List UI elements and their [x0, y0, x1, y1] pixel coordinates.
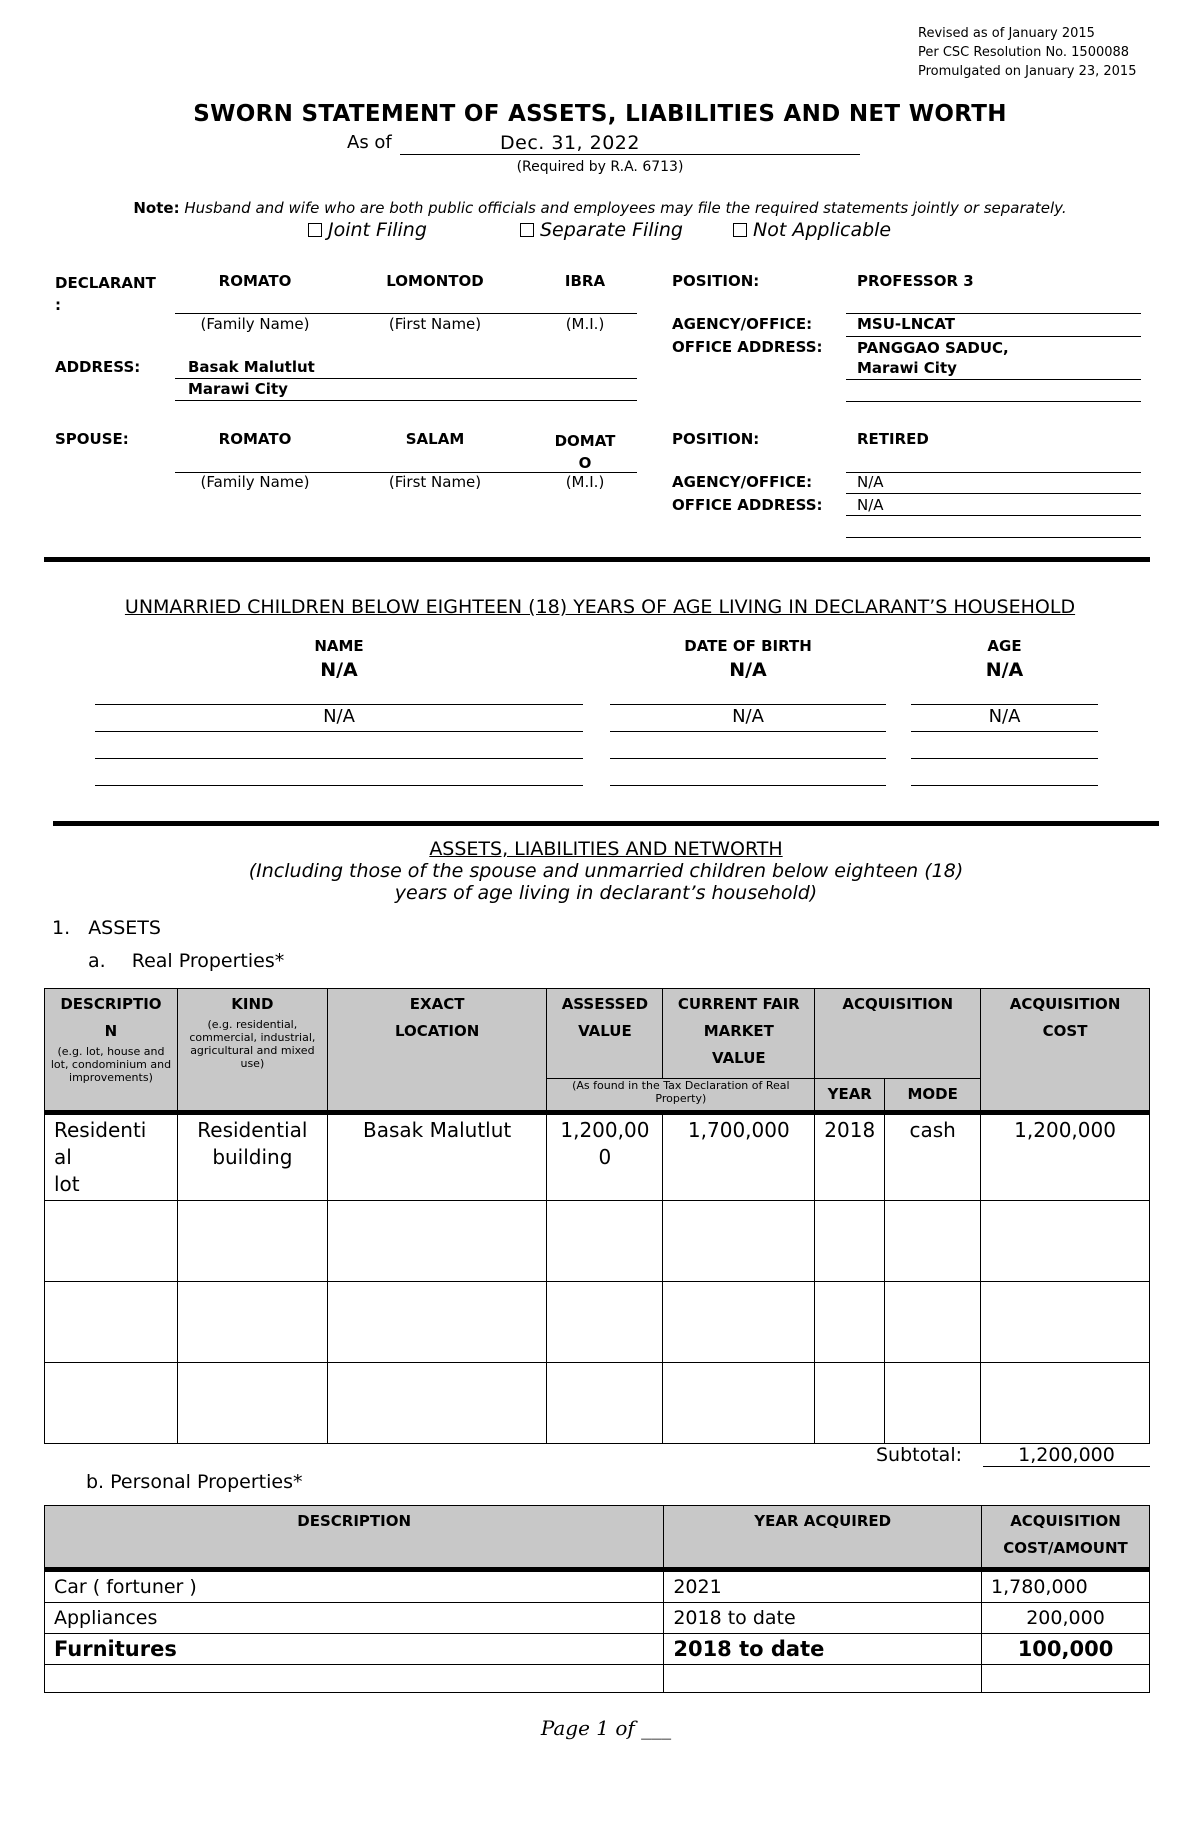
th-desc-note: (e.g. lot, house and lot, condominium and improvements) — [50, 1045, 172, 1084]
real-letter: a. — [88, 950, 106, 972]
cell-description[interactable] — [45, 1113, 178, 1201]
th-mode — [885, 1079, 981, 1113]
as-of-date[interactable]: Dec. 31, 2022 — [400, 132, 860, 155]
personal-cost-3[interactable]: 100,000 — [982, 1634, 1150, 1665]
section-divider-1 — [44, 557, 1150, 562]
declarant-mi[interactable]: IBRA — [564, 272, 606, 290]
declarant-name-line — [175, 313, 637, 314]
th-assessed-value — [547, 989, 663, 1079]
section-divider-2 — [53, 821, 1159, 826]
table-row — [45, 1634, 1150, 1665]
cell-mode[interactable]: cash — [885, 1113, 981, 1201]
empty-cell[interactable] — [663, 1363, 815, 1444]
kind-line-2: building — [212, 1145, 293, 1169]
spouse-position-label: POSITION: — [672, 430, 760, 448]
desc-line-2: al — [54, 1145, 72, 1169]
as-of-label: As of — [347, 132, 392, 153]
empty-cell[interactable] — [327, 1201, 547, 1282]
child-line-4-age — [911, 785, 1098, 786]
table-row — [45, 1570, 1150, 1603]
child-1-age[interactable]: N/A — [985, 659, 1024, 681]
th-fmv-3: VALUE — [711, 1049, 766, 1067]
assets-heading — [52, 917, 161, 939]
child-line-4-name — [95, 785, 583, 786]
spouse-agency-label: AGENCY/OFFICE: — [672, 473, 813, 491]
spouse-first-name[interactable]: SALAM — [405, 430, 465, 448]
personal-desc-3[interactable]: Furnitures — [45, 1634, 664, 1665]
spouse-mi[interactable] — [540, 430, 630, 474]
spouse-caption-mi: (M.I.) — [565, 473, 605, 491]
empty-cell[interactable] — [664, 1665, 982, 1693]
empty-cell[interactable] — [177, 1201, 327, 1282]
th-cost-1: ACQUISITION — [1009, 995, 1121, 1013]
real-properties-heading — [88, 950, 284, 972]
cell-fair-market-value[interactable]: 1,700,000 — [663, 1113, 815, 1201]
child-2-age[interactable]: N/A — [988, 706, 1021, 727]
empty-cell[interactable] — [981, 1201, 1150, 1282]
spouse-agency[interactable]: N/A — [857, 473, 884, 491]
spouse-position-line — [846, 472, 1141, 473]
office-address-line-a — [846, 379, 1141, 380]
declarant-office-address[interactable] — [857, 338, 1009, 378]
th-fair-market-value — [663, 989, 815, 1079]
empty-cell[interactable] — [981, 1282, 1150, 1363]
desc-line-3: lot — [54, 1172, 80, 1196]
declarant-address-label: ADDRESS: — [55, 358, 141, 376]
th-description — [45, 989, 178, 1113]
assessed-line-1: 1,200,00 — [560, 1118, 650, 1142]
option-separate-filing[interactable] — [520, 219, 683, 241]
empty-cell[interactable] — [547, 1282, 663, 1363]
empty-cell[interactable] — [177, 1282, 327, 1363]
document-title: SWORN STATEMENT OF ASSETS, LIABILITIES AND NET WORTH — [193, 101, 1007, 127]
alnw-title: ASSETS, LIABILITIES AND NETWORTH — [429, 838, 783, 860]
required-note: (Required by R.A. 6713) — [516, 159, 684, 175]
empty-cell[interactable] — [547, 1201, 663, 1282]
child-line-1-dob — [610, 704, 886, 705]
table-row — [45, 1363, 1150, 1444]
th-year-text: YEAR — [827, 1085, 872, 1103]
th-tax-note-text: (As found in the Tax Declaration of Real Property) — [572, 1079, 790, 1105]
child-line-2-dob — [610, 731, 886, 732]
th-cost-2: COST — [1042, 1022, 1088, 1040]
office-address-line-1: PANGGAO SADUC, — [857, 339, 1009, 357]
as-of-row — [347, 132, 392, 153]
caption-family-name: (Family Name) — [200, 315, 310, 333]
empty-cell[interactable] — [327, 1282, 547, 1363]
child-1-name[interactable]: N/A — [320, 659, 358, 681]
table-row — [45, 1113, 1150, 1201]
table-row — [45, 1665, 1150, 1693]
office-address-line-b — [846, 401, 1141, 402]
declarant-office-address-label: OFFICE ADDRESS: — [672, 338, 823, 356]
revision-line-3: Promulgated on January 23, 2015 — [918, 64, 1137, 79]
child-line-1-age — [911, 704, 1098, 705]
declarant-agency-line — [846, 336, 1141, 337]
table-row — [45, 1282, 1150, 1363]
th-desc-text-1: DESCRIPTIO — [60, 995, 162, 1013]
personal-cost-1[interactable]: 1,780,000 — [982, 1570, 1150, 1603]
personal-cost-2[interactable]: 200,000 — [982, 1603, 1150, 1634]
checkbox-icon[interactable] — [520, 223, 534, 237]
th-location — [327, 989, 547, 1113]
note-label: Note: — [133, 199, 180, 217]
empty-cell[interactable] — [981, 1363, 1150, 1444]
children-col-dob: DATE OF BIRTH — [684, 637, 812, 655]
empty-cell[interactable] — [885, 1201, 981, 1282]
caption-first-name: (First Name) — [388, 315, 482, 333]
th-assessed-2: VALUE — [578, 1022, 632, 1040]
personal-year-3[interactable]: 2018 to date — [664, 1634, 982, 1665]
th-personal-year — [664, 1506, 982, 1570]
real-label: Real Properties* — [131, 950, 285, 972]
spouse-office-address-label: OFFICE ADDRESS: — [672, 496, 823, 514]
spouse-mi-line-1: DOMAT — [554, 432, 616, 450]
table-row — [45, 1603, 1150, 1634]
personal-desc-2[interactable]: Appliances — [45, 1603, 664, 1634]
th-personal-cost-1: ACQUISITION — [1010, 1512, 1121, 1530]
th-acq-text: ACQUISITION — [842, 995, 953, 1013]
alnw-subtitle-1: (Including those of the spouse and unmarried children below eighteen (18) — [248, 860, 964, 882]
assets-number: 1. — [52, 917, 71, 939]
th-personal-desc-text: DESCRIPTION — [297, 1512, 412, 1530]
subtotal-label: Subtotal: — [876, 1444, 963, 1466]
th-mode-text: MODE — [907, 1085, 958, 1103]
declarant-address-1[interactable]: Basak Malutlut — [188, 358, 315, 376]
cell-kind[interactable] — [177, 1113, 327, 1201]
child-line-3-age — [911, 758, 1098, 759]
child-line-3-dob — [610, 758, 886, 759]
option-label: Not Applicable — [753, 219, 892, 241]
revision-line-1: Revised as of January 2015 — [918, 26, 1095, 41]
option-label: Separate Filing — [540, 219, 683, 241]
th-fmv-2: MARKET — [703, 1022, 774, 1040]
spouse-office-line-a — [846, 515, 1141, 516]
declarant-label — [55, 272, 156, 316]
alnw-subtitle-2: years of age living in declarant’s household) — [394, 882, 818, 904]
declarant-position[interactable]: PROFESSOR 3 — [857, 272, 974, 290]
empty-cell[interactable] — [663, 1201, 815, 1282]
personal-year-2[interactable]: 2018 to date — [664, 1603, 982, 1634]
revision-line-2: Per CSC Resolution No. 1500088 — [918, 45, 1130, 60]
empty-cell[interactable] — [177, 1363, 327, 1444]
th-kind — [177, 989, 327, 1113]
note-text: Husband and wife who are both public officials and employees may file the required statements jointly or separately. — [184, 199, 1067, 217]
spouse-caption-first-name: (First Name) — [388, 473, 482, 491]
th-kind-note: (e.g. residential, commercial, industrial, agricultural and mixed use) — [189, 1018, 316, 1070]
th-year — [815, 1079, 885, 1113]
spouse-office-line-b — [846, 537, 1141, 538]
empty-cell[interactable] — [45, 1282, 178, 1363]
empty-cell[interactable] — [45, 1201, 178, 1282]
child-line-2-name — [95, 731, 583, 732]
th-personal-cost-2: COST/AMOUNT — [1003, 1539, 1128, 1557]
declarant-first-name[interactable]: LOMONTOD — [386, 272, 484, 290]
option-label: Joint Filing — [328, 219, 427, 241]
th-personal-year-text: YEAR ACQUIRED — [754, 1512, 892, 1530]
empty-cell[interactable] — [327, 1363, 547, 1444]
spouse-mi-line-2: O — [578, 454, 592, 472]
office-address-line-2: Marawi City — [857, 359, 957, 377]
cell-year[interactable]: 2018 — [815, 1113, 885, 1201]
spouse-office-address[interactable]: N/A — [857, 496, 884, 514]
th-fmv-1: CURRENT FAIR — [677, 995, 800, 1013]
th-acquisition — [815, 989, 981, 1079]
desc-line-1: Residenti — [54, 1118, 147, 1142]
empty-cell[interactable] — [815, 1363, 885, 1444]
declarant-position-line — [846, 313, 1141, 314]
empty-cell[interactable] — [663, 1282, 815, 1363]
declarant-address-2[interactable]: Marawi City — [188, 380, 288, 398]
personal-year-1[interactable]: 2021 — [664, 1570, 982, 1603]
spouse-agency-line — [846, 493, 1141, 494]
address-line-2 — [175, 400, 637, 401]
declarant-agency[interactable]: MSU-LNCAT — [857, 315, 955, 333]
empty-cell[interactable] — [547, 1363, 663, 1444]
empty-cell[interactable] — [45, 1363, 178, 1444]
option-joint-filing[interactable] — [308, 219, 427, 241]
children-title: UNMARRIED CHILDREN BELOW EIGHTEEN (18) YEARS OF AGE LIVING IN DECLARANT’S HOUSEHOLD — [124, 596, 1076, 618]
declarant-label-text: DECLARANT — [55, 274, 156, 292]
option-not-applicable[interactable] — [733, 219, 891, 241]
personal-desc-1[interactable]: Car ( fortuner ) — [45, 1570, 664, 1603]
spouse-position[interactable]: RETIRED — [857, 430, 929, 448]
caption-mi: (M.I.) — [565, 315, 605, 333]
empty-cell[interactable] — [982, 1665, 1150, 1693]
declarant-position-label: POSITION: — [672, 272, 760, 290]
cell-acquisition-cost[interactable]: 1,200,000 — [981, 1113, 1150, 1201]
subtotal-value[interactable]: 1,200,000 — [983, 1444, 1150, 1467]
checkbox-icon[interactable] — [733, 223, 747, 237]
child-2-name[interactable]: N/A — [323, 706, 355, 727]
spouse-family-name[interactable]: ROMATO — [218, 430, 292, 448]
filing-note — [0, 199, 1200, 217]
empty-cell[interactable] — [885, 1363, 981, 1444]
th-personal-cost — [982, 1506, 1150, 1570]
checkbox-icon[interactable] — [308, 223, 322, 237]
revision-note — [918, 24, 1136, 81]
child-line-2-age — [911, 731, 1098, 732]
child-2-dob[interactable]: N/A — [732, 706, 764, 727]
th-loc-text-2: LOCATION — [394, 1022, 480, 1040]
cell-assessed-value[interactable] — [547, 1113, 663, 1201]
declarant-agency-label: AGENCY/OFFICE: — [672, 315, 813, 333]
th-personal-description — [45, 1506, 664, 1570]
child-1-dob[interactable]: N/A — [729, 659, 767, 681]
children-col-name: NAME — [314, 637, 364, 655]
real-properties-table — [44, 988, 1150, 1444]
child-line-4-dob — [610, 785, 886, 786]
cell-location[interactable]: Basak Malutlut — [327, 1113, 547, 1201]
table-row — [45, 1201, 1150, 1282]
assets-label: ASSETS — [88, 917, 161, 939]
kind-line-1: Residential — [197, 1118, 308, 1142]
th-tax-note — [547, 1079, 815, 1113]
spouse-caption-family-name: (Family Name) — [200, 473, 310, 491]
assessed-line-2: 0 — [598, 1145, 612, 1169]
empty-cell[interactable] — [45, 1665, 664, 1693]
th-kind-text: KIND — [231, 995, 274, 1013]
address-line-1 — [175, 378, 637, 379]
personal-properties-table — [44, 1505, 1150, 1693]
th-acquisition-cost — [981, 989, 1150, 1113]
page-number: Page 1 of ___ — [540, 1716, 672, 1740]
th-loc-text-1: EXACT — [409, 995, 465, 1013]
child-line-3-name — [95, 758, 583, 759]
declarant-family-name[interactable]: ROMATO — [218, 272, 292, 290]
declarant-colon: : — [55, 296, 61, 314]
personal-properties-heading: b. Personal Properties* — [86, 1471, 303, 1493]
th-desc-text-2: N — [104, 1022, 118, 1040]
child-line-1-name — [95, 704, 583, 705]
empty-cell[interactable] — [815, 1282, 885, 1363]
spouse-label: SPOUSE: — [55, 430, 129, 448]
empty-cell[interactable] — [815, 1201, 885, 1282]
th-assessed-1: ASSESSED — [561, 995, 649, 1013]
empty-cell[interactable] — [885, 1282, 981, 1363]
children-col-age: AGE — [987, 637, 1022, 655]
